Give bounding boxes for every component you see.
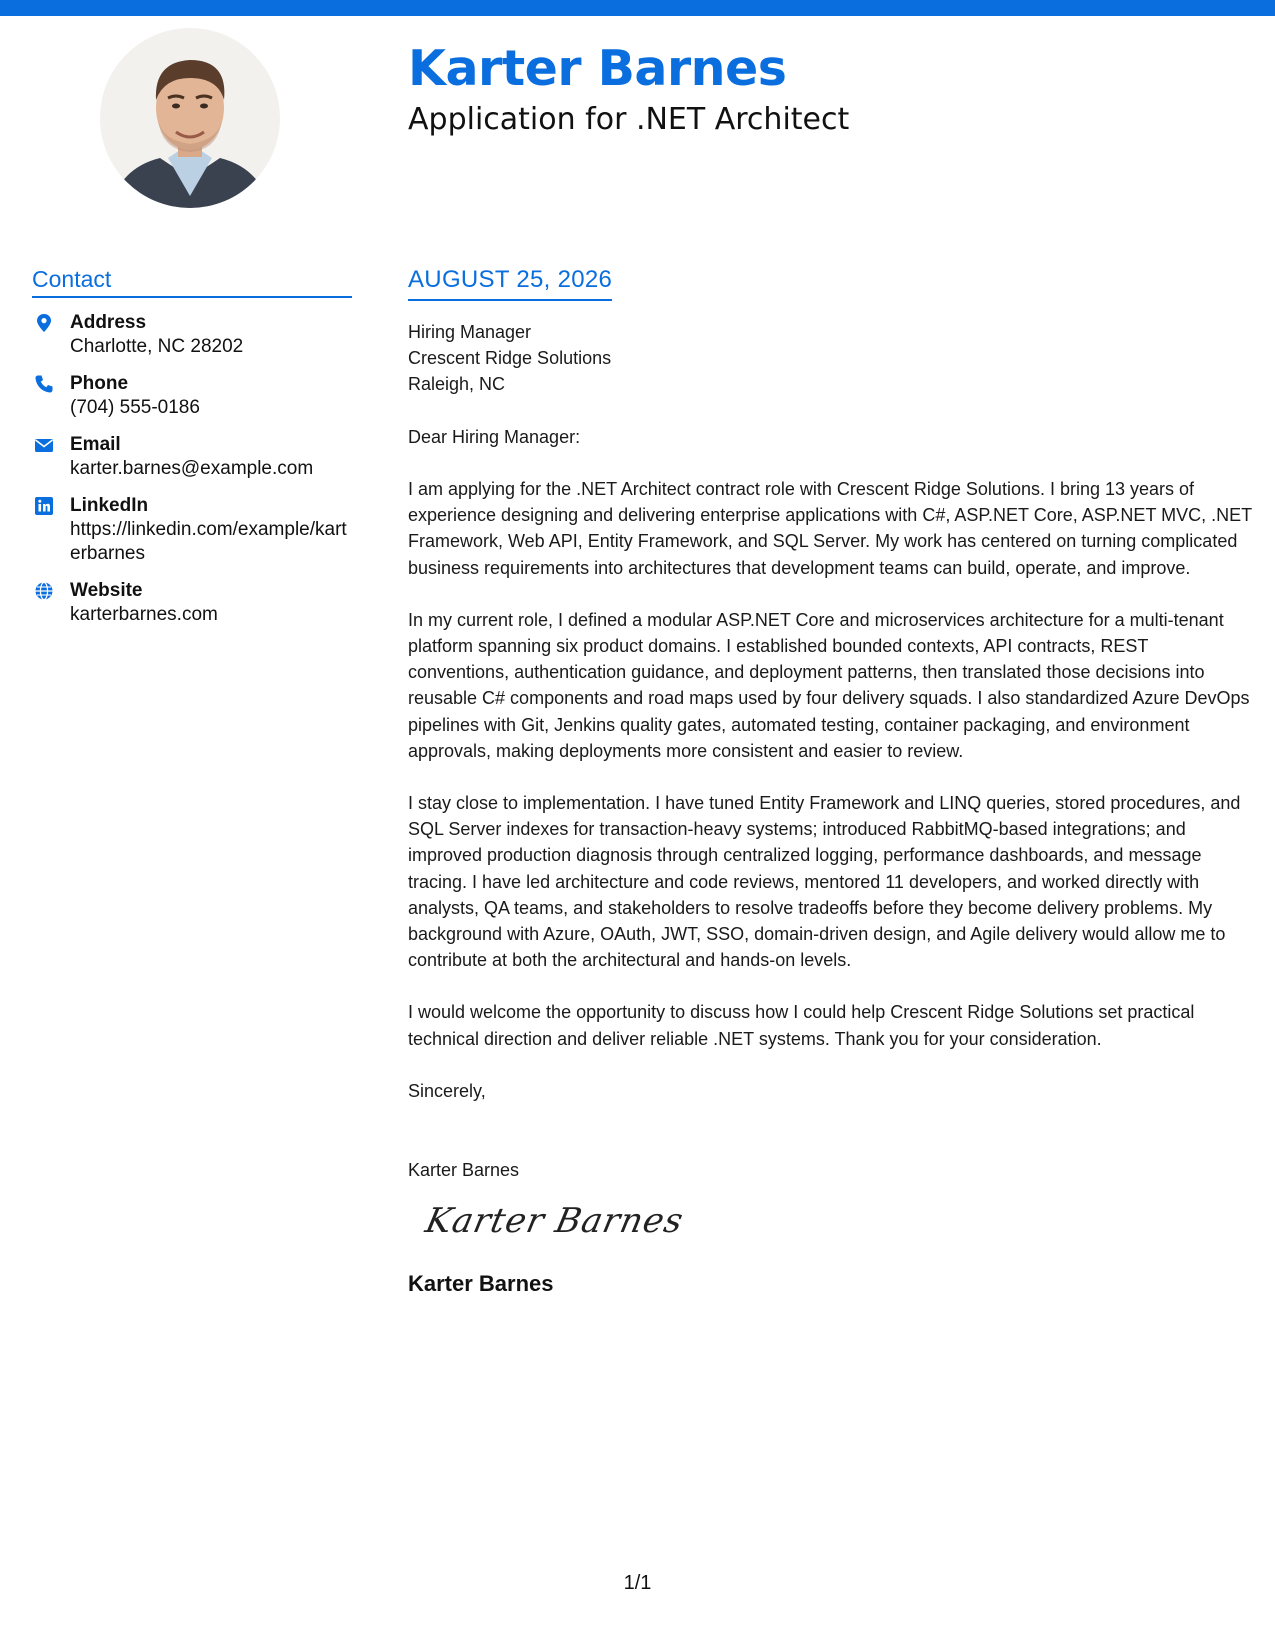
paragraph-2: In my current role, I defined a modular ASP.NET Core and microservices architecture for a multi-tenant platform spanning six product domains. I established bounded contexts, API contracts, REST conventions, authentication guidance, and deployment patterns, then translated those decisions into reusable C# components and road maps used by four delivery squads. I also standardized Azure DevOps pipelines with Git, Jenkins quality gates, automated testing, container packaging, and environment approvals, making deployments more consistent and easier to review. [408, 609, 1250, 761]
recipient-company: Crescent Ridge Solutions [408, 348, 612, 368]
contact-label: Phone [70, 373, 129, 394]
application-subtitle: Application for .NET Architect [408, 102, 850, 137]
contact-item-website [32, 579, 352, 627]
recipient-block [408, 319, 1253, 397]
phone-value: (704) 555-0186 [70, 397, 200, 418]
recipient-title: Hiring Manager [408, 322, 532, 342]
address-value: Charlotte, NC 28202 [70, 336, 244, 357]
contact-item-phone [32, 372, 352, 420]
contact-sidebar [32, 266, 352, 627]
closing: Sincerely, [408, 1080, 486, 1101]
signature-name: Karter Barnes [408, 1270, 554, 1296]
map-pin-icon [34, 313, 54, 333]
contact-heading: Contact [32, 266, 352, 298]
typed-name: Karter Barnes [408, 1159, 520, 1180]
website-value[interactable]: karterbarnes.com [70, 604, 218, 625]
applicant-name: Karter Barnes [408, 40, 787, 97]
paragraph-3: I stay close to implementation. I have tuned Entity Framework and LINQ queries, stored procedures, and SQL Server indexes for transaction-heavy systems; introduced RabbitMQ-based integrations; and improved production diagnosis through centralized logging, performance dashboards, and message tracing. I have led architecture and code reviews, mentored 11 developers, and worked directly with analysts, QA teams, and stakeholders to resolve tradeoffs before they become delivery problems. My background with Azure, OAuth, JWT, SSO, domain-driven design, and Agile delivery would allow me to contribute at both the architectural and hands-on levels. [408, 793, 1241, 971]
top-accent-bar [0, 0, 1275, 16]
handwritten-signature: Karter Barnes [422, 1200, 688, 1241]
email-value[interactable]: karter.barnes@example.com [70, 458, 314, 479]
contact-item-address [32, 311, 352, 359]
salutation: Dear Hiring Manager: [408, 427, 581, 447]
recipient-location: Raleigh, NC [408, 374, 506, 394]
phone-icon [34, 374, 54, 394]
paragraph-1: I am applying for the .NET Architect contract role with Crescent Ridge Solutions. I bring 13 years of experience designing and delivering enterprise applications with C#, ASP.NET Core, ASP.NET MVC, .NET Framework, Web API, Entity Framework, and SQL Server. My work has centered on turning complicated business requirements into architectures that development teams can build, operate, and improve. [408, 479, 1252, 578]
contact-item-email [32, 433, 352, 481]
letter-date: AUGUST 25, 2026 [408, 266, 612, 301]
envelope-icon [34, 435, 54, 455]
contact-label: Website [70, 580, 143, 601]
contact-item-linkedin [32, 494, 352, 566]
contact-label: LinkedIn [70, 495, 149, 516]
page-number: 1/1 [623, 1572, 652, 1594]
contact-label: Address [70, 312, 147, 333]
letter-body [408, 266, 1253, 1297]
linkedin-value[interactable]: https://linkedin.com/example/karterbarnes [70, 519, 347, 564]
contact-label: Email [70, 434, 121, 455]
linkedin-icon [34, 496, 54, 516]
globe-icon [34, 581, 54, 601]
profile-photo [100, 28, 280, 208]
paragraph-4: I would welcome the opportunity to discuss how I could help Crescent Ridge Solutions set practical technical direction and deliver reliable .NET systems. Thank you for your consideration. [408, 1002, 1195, 1049]
